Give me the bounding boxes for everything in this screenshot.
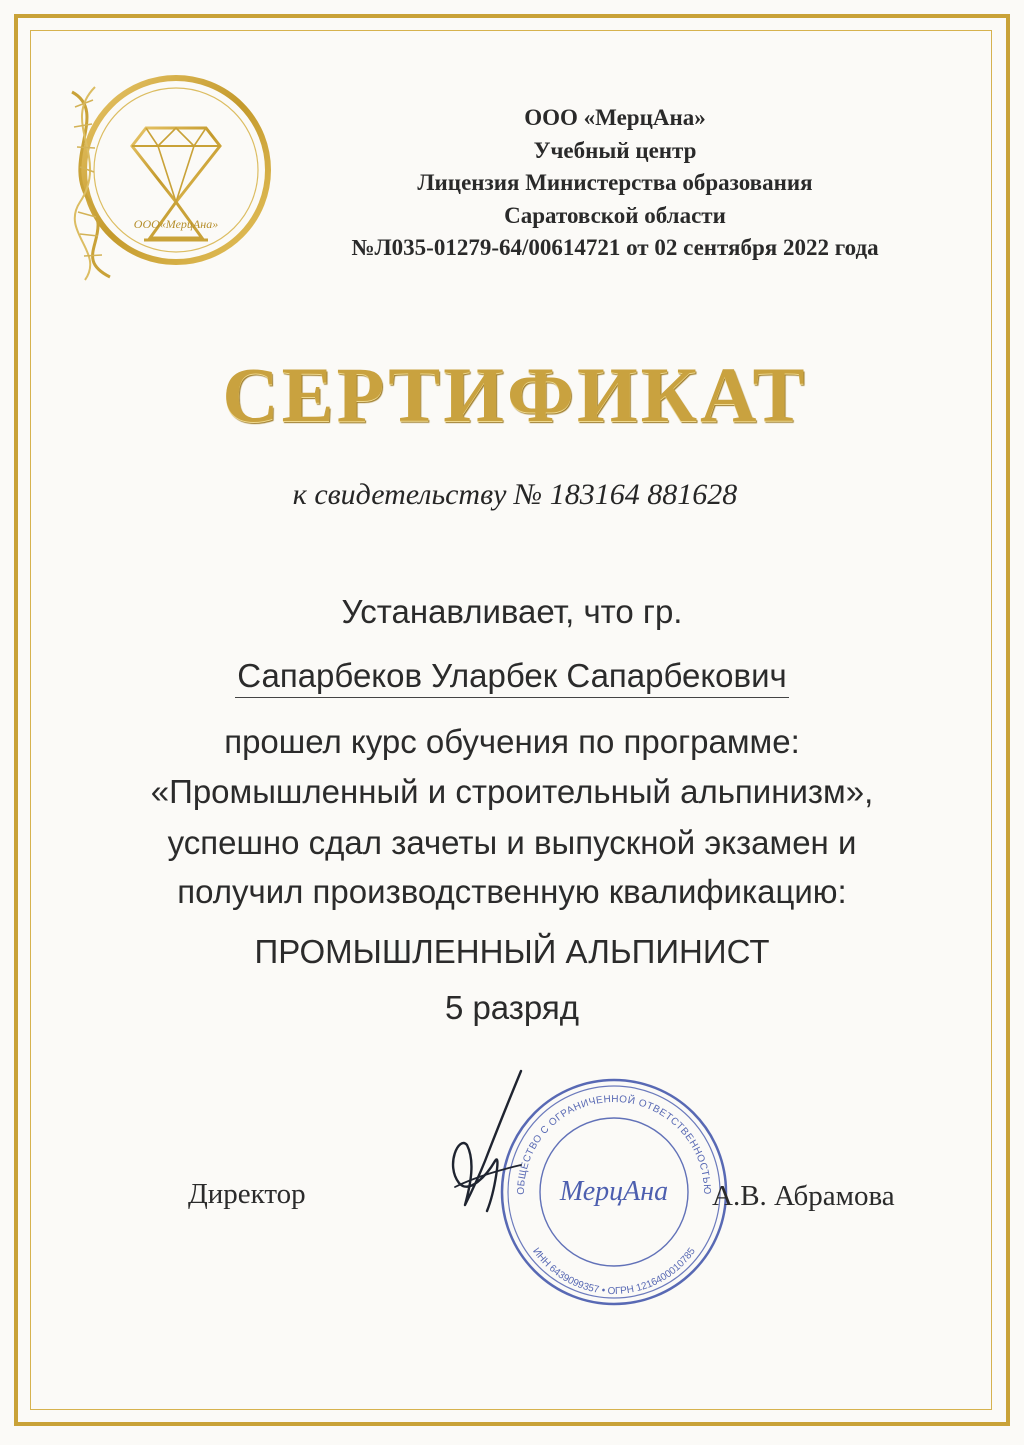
- stamp-center-text: МерцАна: [559, 1176, 669, 1207]
- org-subtitle: Учебный центр: [533, 137, 697, 163]
- license-number: №Л035-01279-64/00614721 от 02 сентября 2022 года: [351, 235, 879, 260]
- stamp-ring-top: ОБЩЕСТВО С ОГРАНИЧЕННОЙ ОТВЕТСТВЕННОСТЬЮ: [515, 1093, 713, 1195]
- course-line-4: получил производственную квалификацию:: [177, 873, 847, 910]
- course-line-3: успешно сдал зачеты и выпускной экзамен и: [167, 824, 857, 861]
- svg-text:ИНН 6439099357 • ОГРН 12164000: [530, 1246, 698, 1297]
- director-title: Директор: [188, 1178, 306, 1210]
- stamp-ring-bottom: ИНН 6439099357 • ОГРН 1216400010785: [530, 1246, 698, 1298]
- region-line: Саратовской области: [504, 202, 726, 228]
- logo-caption: ООО«МерцАна»: [133, 217, 219, 231]
- org-name: ООО «МерцАна»: [524, 105, 706, 130]
- diamond-hourglass-logo: [50, 52, 282, 284]
- certificate-reference: к свидетельству № 183164 881628: [292, 478, 738, 511]
- director-signature: [425, 1065, 565, 1225]
- intro-text: Устанавливает, что гр.: [341, 593, 683, 630]
- organization-header: [270, 102, 960, 265]
- license-line: Лицензия Министерства образования: [417, 170, 813, 195]
- director-name: А.В. Абрамова: [712, 1180, 895, 1212]
- grade: 5 разряд: [444, 989, 580, 1026]
- course-line-1: прошел курс обучения по программе:: [224, 723, 800, 760]
- qualification: ПРОМЫШЛЕННЫЙ АЛЬПИНИСТ: [254, 933, 770, 970]
- course-program: «Промышленный и строительный альпинизм»,: [150, 773, 874, 810]
- recipient-name-line: [80, 657, 944, 695]
- recipient-name: Сапарбеков Уларбек Сапарбекович: [235, 657, 788, 698]
- certificate-title: СЕРТИФИКАТ: [222, 351, 808, 438]
